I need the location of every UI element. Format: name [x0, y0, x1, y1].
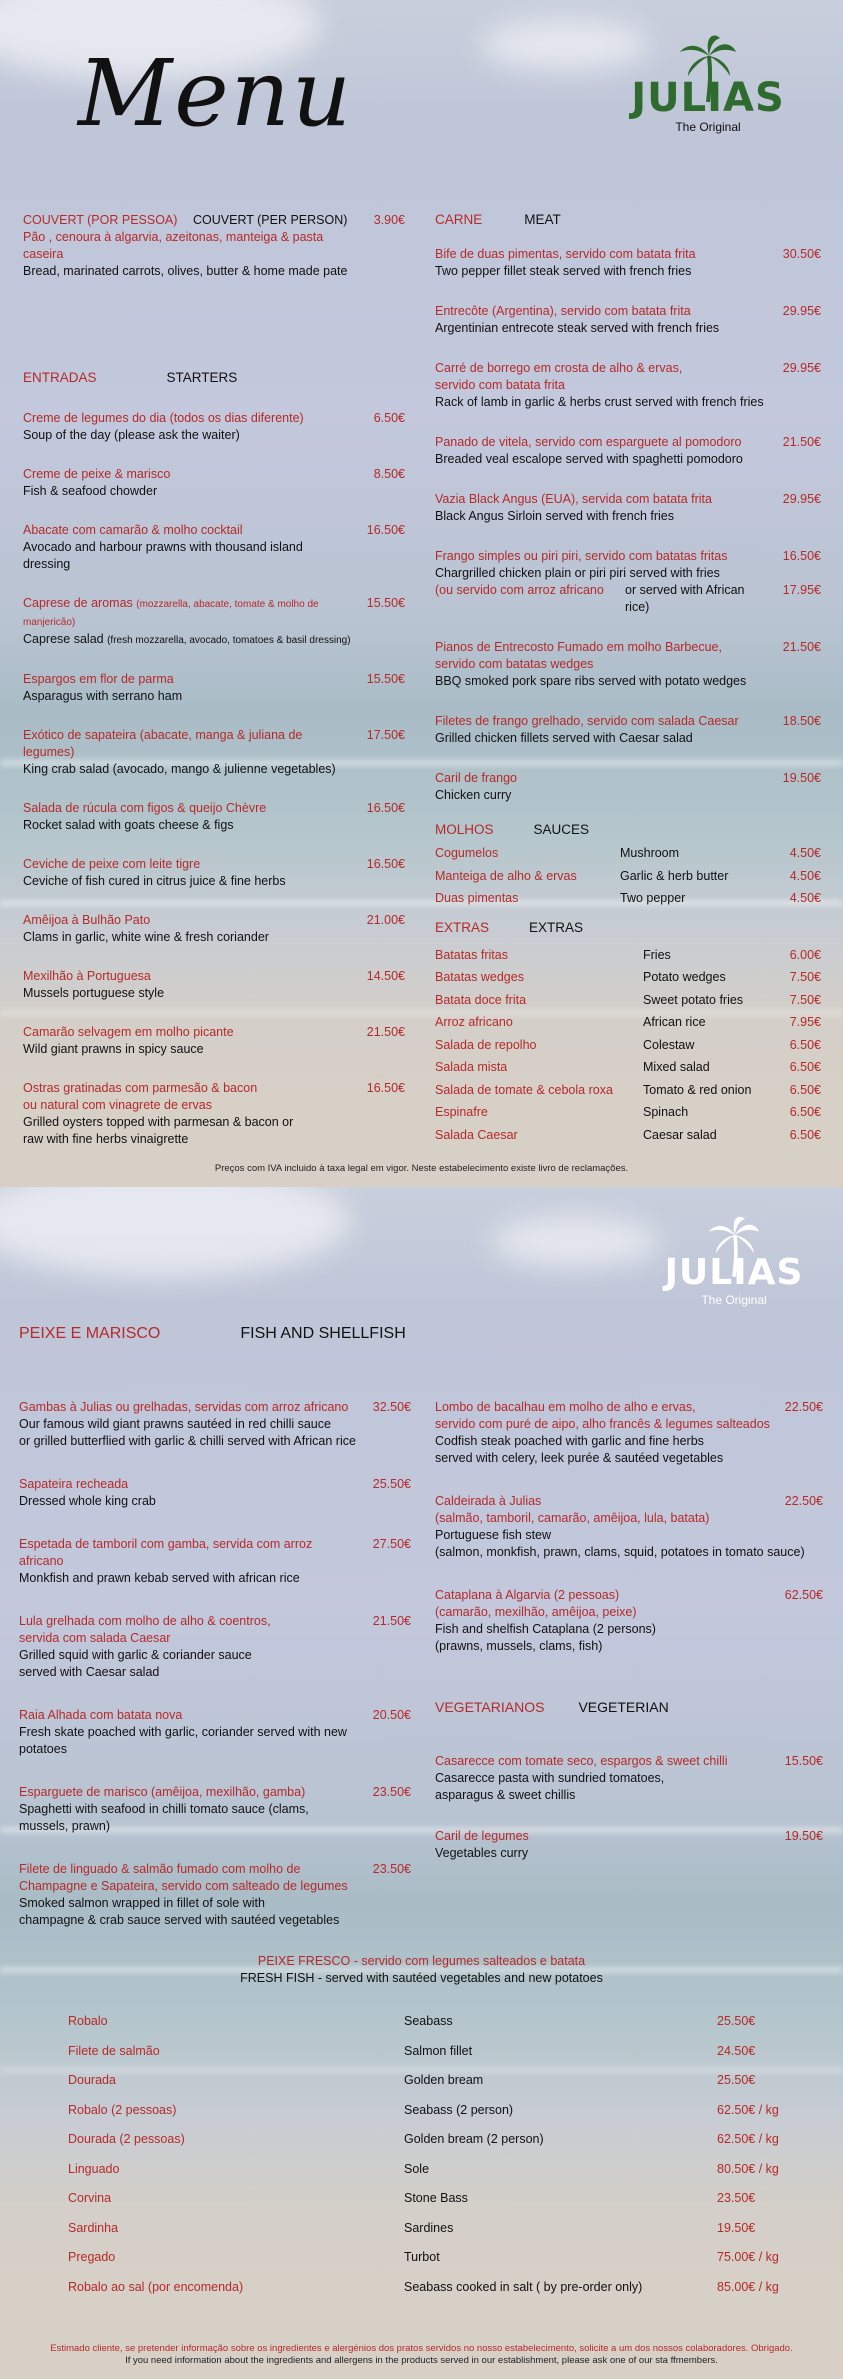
item-price: 27.50€: [372, 1537, 411, 1551]
item-price-alt: 17.95€: [782, 583, 821, 597]
julias-logo: [664, 1215, 804, 1307]
item-name-en-line2: (prawns, mussels, clams, fish): [435, 1639, 603, 1653]
item-name-pt-line2: servido com batatas wedges: [435, 657, 594, 671]
menu-item: [435, 1493, 823, 1561]
item-name-en: BBQ smoked pork spare ribs served with potato wedges: [435, 674, 747, 688]
fish-right-column: [435, 1399, 823, 1862]
extra-pt: Batatas fritas: [435, 947, 508, 962]
item-name-en-line2: raw with fine herbs vinaigrette: [23, 1132, 189, 1146]
fish-heading: [19, 1325, 406, 1345]
allergen-footnote-pt: Estimado cliente, se pretender informação sobre os ingredientes e alergénios dos pratos servidos no nosso estabelecimento, solicite a um dos nossos colaboradores. Obrigado.: [50, 2343, 793, 2354]
item-name-en-line2: served with celery, leek purée & sautéed vegetables: [435, 1451, 724, 1465]
vat-footnote: Preços com IVA incluido à taxa legal em vigor. Neste estabelecimento existe livro de reclamações.: [214, 1163, 629, 1174]
item-name-pt: Abacate com camarão & molho cocktail: [23, 523, 243, 537]
item-name-en-line2: or grilled butterflied with garlic & chilli served with African rice: [19, 1434, 356, 1448]
meat-pt-heading: CARNE: [435, 212, 483, 227]
couvert-en: Bread, marinated carrots, olives, butter & home made pate: [23, 264, 348, 278]
fish-left-column: [19, 1399, 411, 1929]
item-name-pt: Filete de linguado & salmão fumado com molho de: [19, 1862, 301, 1876]
item-alt-line: [435, 582, 821, 616]
item-name-en-line2: asparagus & sweet chillis: [435, 1788, 576, 1802]
allergen-footnote: [0, 2343, 843, 2367]
item-name-en: Asparagus with serrano ham: [23, 689, 183, 703]
item-name-en-line2: served with Caesar salad: [19, 1665, 160, 1679]
extra-price: 6.50€: [789, 1105, 821, 1119]
menu-item: [435, 639, 821, 690]
menu-item: [23, 1080, 405, 1148]
extra-pt: Salada de repolho: [435, 1037, 537, 1052]
menu-item: [19, 1476, 411, 1510]
item-name-pt-line2: (salmão, tamboril, camarão, amêijoa, lula, batata): [435, 1511, 710, 1525]
item-name-pt-line2: ou natural com vinagrete de ervas: [23, 1098, 212, 1112]
couvert-pt: Pão , cenoura à algarvia, azeitonas, manteiga & pasta caseira: [23, 230, 324, 261]
item-name-en: Argentinian entrecote steak served with french fries: [435, 321, 720, 335]
sauces-en-heading: SAUCES: [533, 822, 590, 837]
extras-pt-heading: EXTRAS: [435, 919, 490, 935]
item-name-en: Smoked salmon wrapped in fillet of sole with: [19, 1896, 265, 1910]
extra-en: Mixed salad: [643, 1060, 710, 1074]
fish-row: [68, 2214, 788, 2244]
item-price: 16.50€: [366, 523, 405, 537]
menu-item: [19, 1399, 411, 1450]
item-name-en: Wild giant prawns in spicy sauce: [23, 1042, 204, 1056]
fish-price: 85.00€ / kg: [717, 2279, 779, 2294]
menu-item: [23, 466, 405, 500]
item-price: 20.50€: [372, 1708, 411, 1722]
extra-pt: Salada de tomate & cebola roxa: [435, 1082, 613, 1097]
menu-item: [435, 434, 821, 468]
item-name-pt-line2: (camarão, mexilhão, amêijoa, peixe): [435, 1605, 637, 1619]
sauce-price: 4.50€: [789, 891, 821, 905]
sauce-price: 4.50€: [789, 868, 821, 883]
item-price: 16.50€: [366, 1081, 405, 1095]
item-name-en: Grilled squid with garlic & coriander sauce: [19, 1648, 252, 1662]
extra-price: 7.95€: [789, 1015, 821, 1029]
fish-pt: Pregado: [68, 2250, 116, 2264]
fish-row: [68, 2066, 788, 2096]
fish-en: Golden bream (2 person): [404, 2132, 544, 2146]
item-name-en: Breaded veal escalope served with spaghetti pomodoro: [435, 452, 743, 466]
extra-price: 7.50€: [789, 992, 821, 1007]
extra-row: [435, 1124, 821, 1147]
item-name-pt: Filetes de frango grelhado, servido com salada Caesar: [435, 714, 739, 728]
fresh-fish-en-heading: FRESH FISH - served with sautéed vegetables and new potatoes: [240, 1971, 603, 1985]
item-price: 15.50€: [366, 672, 405, 686]
item-price: 6.50€: [373, 411, 405, 425]
extra-row: [435, 989, 821, 1012]
sauce-en: Garlic & herb butter: [620, 868, 729, 883]
item-name-en: Casarecce pasta with sundried tomatoes,: [435, 1771, 665, 1785]
item-price: 19.50€: [784, 1829, 823, 1843]
extra-en: Tomato & red onion: [643, 1082, 752, 1097]
item-price: 21.50€: [782, 435, 821, 449]
logo-wordmark: JULIAS: [664, 1252, 804, 1293]
extra-row: [435, 1011, 821, 1034]
item-price: 32.50€: [372, 1400, 411, 1414]
item-price: 29.95€: [782, 361, 821, 375]
item-name-pt: Gambas à Julias ou grelhadas, servidas com arroz africano: [19, 1400, 349, 1414]
item-price: 21.00€: [366, 913, 405, 927]
item-alt-en: or served with African rice): [625, 583, 745, 614]
menu-item: [19, 1861, 411, 1929]
item-name-pt: Creme de legumes do dia (todos os dias diferente): [23, 411, 304, 425]
meat-list: [435, 246, 821, 804]
fish-price: 75.00€ / kg: [717, 2250, 779, 2264]
extra-price: 6.00€: [789, 947, 821, 962]
extra-price: 7.50€: [789, 970, 821, 984]
left-column: [23, 212, 405, 1148]
sauce-row: [435, 865, 821, 888]
extra-en: Spinach: [643, 1105, 689, 1119]
menu-item: [23, 671, 405, 705]
item-name-pt-line2: servida com salada Caesar: [19, 1631, 171, 1645]
item-price: 62.50€: [784, 1588, 823, 1602]
item-name-en: Codfish steak poached with garlic and fine herbs: [435, 1434, 704, 1448]
menu-item: [19, 1613, 411, 1681]
extra-pt: Arroz africano: [435, 1015, 513, 1029]
item-name-pt: Creme de peixe & marisco: [23, 467, 171, 481]
extra-en: Potato wedges: [643, 970, 726, 984]
item-price: 21.50€: [372, 1614, 411, 1628]
menu-page-2: [0, 1187, 843, 2379]
item-name-pt: Bife de duas pimentas, servido com batata frita: [435, 247, 696, 261]
item-price: 23.50€: [372, 1862, 411, 1876]
sauces-pt-heading: MOLHOS: [435, 822, 494, 837]
fish-price: 80.50€ / kg: [717, 2161, 779, 2176]
item-name-pt: Caril de frango: [435, 771, 517, 785]
item-price: 15.50€: [784, 1754, 823, 1768]
menu-item: [435, 1828, 823, 1862]
fish-pt: Corvina: [68, 2191, 112, 2205]
menu-item: [435, 1587, 823, 1655]
item-name-en: Grilled oysters topped with parmesan & bacon or: [23, 1115, 294, 1129]
item-name-pt-line2: Champagne e Sapateira, servido com salteado de legumes: [19, 1879, 348, 1893]
extras-list: [435, 944, 821, 1147]
meat-en-heading: MEAT: [524, 212, 561, 227]
extra-price: 6.50€: [789, 1127, 821, 1142]
item-name-pt: Pianos de Entrecosto Fumado em molho Barbecue,: [435, 640, 722, 654]
item-name-en: Monkfish and prawn kebab served with african rice: [19, 1571, 300, 1585]
item-name-en-main: Caprese salad: [23, 632, 104, 646]
fish-price: 23.50€: [717, 2191, 756, 2205]
fish-pt-heading: PEIXE E MARISCO: [19, 1325, 161, 1342]
item-name-pt: Casarecce com tomate seco, espargos & sweet chilli: [435, 1754, 728, 1768]
item-price: 29.95€: [782, 304, 821, 318]
fish-pt: Robalo ao sal (por encomenda): [68, 2279, 244, 2294]
item-name-en: Clams in garlic, white wine & fresh coriander: [23, 930, 269, 944]
item-name-pt: Frango simples ou piri piri, servido com batatas fritas: [435, 549, 728, 563]
extra-row: [435, 1056, 821, 1079]
item-price: 23.50€: [372, 1785, 411, 1799]
menu-item: [23, 800, 405, 834]
right-column: [435, 212, 821, 1146]
extra-en: Colestaw: [643, 1037, 695, 1052]
fish-row: [68, 2273, 788, 2303]
fish-pt: Sardinha: [68, 2220, 119, 2235]
menu-item: [435, 1753, 823, 1804]
vegetarian-en-heading: VEGETERIAN: [578, 1699, 669, 1715]
item-name-pt: Caldeirada à Julias: [435, 1494, 542, 1508]
couvert-pt-heading: COUVERT (POR PESSOA): [23, 213, 178, 227]
fish-en: Seabass: [404, 2014, 453, 2028]
item-price: 22.50€: [784, 1494, 823, 1508]
fish-pt: Dourada: [68, 2073, 116, 2087]
fish-en: Golden bream: [404, 2073, 484, 2087]
item-name-pt: Espargos em flor de parma: [23, 672, 174, 686]
item-name-en: Rack of lamb in garlic & herbs crust served with french fries: [435, 395, 764, 409]
menu-item: [23, 968, 405, 1002]
fish-en: Sole: [404, 2161, 430, 2176]
extra-row: [435, 1101, 821, 1124]
extras-heading: [435, 920, 821, 940]
item-name-pt: Panado de vitela, servido com esparguete al pomodoro: [435, 435, 742, 449]
menu-item: [435, 1399, 823, 1467]
fish-pt: Filete de salmão: [68, 2043, 160, 2058]
menu-item: [23, 410, 405, 444]
extra-pt: Batatas wedges: [435, 970, 524, 984]
item-price: 17.50€: [366, 728, 405, 742]
item-price: 15.50€: [366, 596, 405, 610]
item-name-pt: Ceviche de peixe com leite tigre: [23, 857, 201, 871]
extra-pt: Salada mista: [435, 1060, 508, 1074]
fish-pt: Robalo: [68, 2014, 108, 2028]
item-name-pt-main: Caprese de aromas: [23, 596, 133, 610]
menu-item: [435, 246, 821, 280]
menu-item: [23, 595, 405, 649]
extra-en: Caesar salad: [643, 1127, 717, 1142]
item-name-pt: Camarão selvagem em molho picante: [23, 1025, 234, 1039]
item-price: 16.50€: [782, 549, 821, 563]
sauce-en: Two pepper: [620, 891, 686, 905]
extra-price: 6.50€: [789, 1037, 821, 1052]
item-price: 18.50€: [782, 714, 821, 728]
vegetarian-list: [435, 1753, 823, 1862]
item-name-pt: Ostras gratinadas com parmesão & bacon: [23, 1081, 258, 1095]
fish-en: Salmon fillet: [404, 2043, 473, 2058]
item-price: 21.50€: [782, 640, 821, 654]
starters-list: [23, 410, 405, 1148]
item-name-en: Mussels portuguese style: [23, 986, 165, 1000]
item-name-pt: Carré de borrego em crosta de alho & ervas,: [435, 361, 683, 375]
fish-price: 24.50€: [717, 2043, 756, 2058]
item-name-en: Two pepper fillet steak served with french fries: [435, 264, 692, 278]
couvert-section: [23, 212, 405, 280]
starters-heading: [23, 370, 405, 390]
item-price: 19.50€: [782, 771, 821, 785]
logo-wordmark: JULIAS: [631, 75, 785, 121]
logo-tagline: The Original: [701, 1293, 767, 1307]
menu-item: [435, 770, 821, 804]
item-name-pt: Entrecôte (Argentina), servido com batata frita: [435, 304, 691, 318]
fish-pt: Robalo (2 pessoas): [68, 2102, 177, 2117]
fish-price: 19.50€: [717, 2220, 756, 2235]
item-price: 30.50€: [782, 247, 821, 261]
fish-row: [68, 2184, 788, 2214]
item-price: 14.50€: [366, 969, 405, 983]
item-price: 21.50€: [366, 1025, 405, 1039]
item-name-en: Black Angus Sirloin served with french fries: [435, 509, 674, 523]
item-name-en: Rocket salad with goats cheese & figs: [23, 818, 234, 832]
menu-item: [23, 912, 405, 946]
sauce-price: 4.50€: [789, 846, 821, 860]
fish-row: [68, 2243, 788, 2273]
fish-en: Seabass (2 person): [404, 2102, 514, 2117]
item-name-pt: [23, 595, 405, 631]
item-name-pt: Lombo de bacalhau em molho de alho e ervas,: [435, 1400, 696, 1414]
menu-item: [23, 1024, 405, 1058]
sauce-pt: Duas pimentas: [435, 891, 519, 905]
fish-price: 62.50€ / kg: [717, 2132, 779, 2146]
fish-row: [68, 2125, 788, 2155]
item-name-en: Avocado and harbour prawns with thousand island dressing: [23, 540, 303, 571]
fish-price: 25.50€: [717, 2014, 756, 2028]
item-name-en: Fresh skate poached with garlic, coriander served with new potatoes: [19, 1725, 347, 1756]
fish-en: Seabass cooked in salt ( by pre-order only): [404, 2279, 643, 2294]
menu-title: Menu: [78, 40, 354, 147]
fish-pt: Dourada (2 pessoas): [68, 2132, 185, 2146]
item-name-en: Grilled chicken fillets served with Caesar salad: [435, 731, 693, 745]
item-price: 25.50€: [372, 1477, 411, 1491]
extra-en: Fries: [643, 947, 671, 962]
extra-pt: Batata doce frita: [435, 992, 527, 1007]
item-alt-pt: (ou servido com arroz africano: [435, 583, 604, 597]
fish-row: [68, 2096, 788, 2126]
item-price: 22.50€: [784, 1400, 823, 1414]
sauce-row: [435, 887, 821, 910]
menu-item: [435, 713, 821, 747]
item-price: 16.50€: [366, 801, 405, 815]
item-name-en: Portuguese fish stew: [435, 1528, 552, 1542]
couvert-price: 3.90€: [373, 213, 405, 227]
allergen-footnote-en: If you need information about the ingredients and allergens in the products served in our establishment, please ask one of our sta ffmembers.: [125, 2355, 718, 2366]
item-name-pt: Amêijoa à Bulhão Pato: [23, 913, 151, 927]
fish-en: Turbot: [404, 2250, 440, 2264]
fish-en: Sardines: [404, 2220, 454, 2235]
sauce-pt: Manteiga de alho & ervas: [435, 868, 577, 883]
extra-pt: Espinafre: [435, 1105, 488, 1119]
fish-row: [68, 2007, 788, 2037]
menu-item: [19, 1707, 411, 1758]
sauce-row: [435, 842, 821, 865]
item-name-en: Chargrilled chicken plain or piri piri served with fries: [435, 566, 720, 580]
meat-heading: [435, 212, 821, 232]
menu-item: [435, 303, 821, 337]
menu-item: [435, 491, 821, 525]
extra-pt: Salada Caesar: [435, 1127, 518, 1142]
item-name-en-detail: (fresh mozzarella, avocado, tomatoes & basil dressing): [107, 635, 351, 646]
extra-row: [435, 1079, 821, 1102]
extra-price: 6.50€: [789, 1082, 821, 1097]
item-name-en: Fish and shelfish Cataplana (2 persons): [435, 1622, 656, 1636]
fresh-fish-pt-heading: PEIXE FRESCO - servido com legumes salteados e batata: [257, 1954, 586, 1968]
fish-row: [68, 2155, 788, 2185]
menu-item: [23, 727, 405, 778]
sauces-heading: [435, 822, 821, 842]
extra-row: [435, 944, 821, 967]
extra-price: 6.50€: [789, 1060, 821, 1074]
menu-page-1: [0, 0, 843, 1187]
fish-price: 25.50€: [717, 2073, 756, 2087]
item-name-en: King crab salad (avocado, mango & julienne vegetables): [23, 762, 336, 776]
menu-item: [23, 856, 405, 890]
item-name-en: Spaghetti with seafood in chilli tomato sauce (clams, mussels, prawn): [19, 1802, 309, 1833]
item-name-pt: Caril de legumes: [435, 1829, 529, 1843]
vegetarian-heading: [435, 1699, 823, 1719]
fish-pt: Linguado: [68, 2161, 120, 2176]
item-name-pt-detail: (mozzarella, abacate, tomate & molho de manjericão): [23, 599, 319, 628]
item-name-pt: Salada de rúcula com figos & queijo Chèvre: [23, 801, 267, 815]
sauce-en: Mushroom: [620, 846, 680, 860]
item-price: 16.50€: [366, 857, 405, 871]
extra-en: African rice: [643, 1015, 706, 1029]
item-name-en: Dressed whole king crab: [19, 1494, 156, 1508]
extra-row: [435, 1034, 821, 1057]
item-price: 8.50€: [373, 467, 405, 481]
sauces-list: [435, 842, 821, 910]
menu-item: [19, 1784, 411, 1835]
item-name-pt: Sapateira recheada: [19, 1477, 129, 1491]
item-name-en-line2: champagne & crab sauce served with sautéed vegetables: [19, 1913, 340, 1927]
starters-pt-heading: ENTRADAS: [23, 370, 97, 385]
item-name-pt: Lula grelhada com molho de alho & coentros,: [19, 1614, 271, 1628]
item-price: 29.95€: [782, 492, 821, 506]
item-name-en-line2: (salmon, monkfish, prawn, clams, squid, potatoes in tomato sauce): [435, 1545, 805, 1559]
item-name-pt: Mexilhão à Portuguesa: [23, 969, 151, 983]
menu-item: [23, 522, 405, 573]
item-name-pt-line2: servido com batata frita: [435, 378, 565, 392]
logo-tagline: The Original: [675, 120, 741, 134]
item-name-en: [23, 631, 405, 649]
fresh-fish-heading: [0, 1953, 843, 1987]
extra-row: [435, 966, 821, 989]
fresh-fish-list: [68, 2007, 788, 2302]
item-name-en: Vegetables curry: [435, 1846, 529, 1860]
sauce-pt: Cogumelos: [435, 846, 499, 860]
fish-en-heading: FISH AND SHELLFISH: [240, 1325, 406, 1342]
julias-logo: [628, 34, 788, 134]
vegetarian-pt-heading: VEGETARIANOS: [435, 1699, 545, 1715]
item-name-en: Soup of the day (please ask the waiter): [23, 428, 240, 442]
item-name-pt: Raia Alhada com batata nova: [19, 1708, 183, 1722]
item-name-pt: Vazia Black Angus (EUA), servida com batata frita: [435, 492, 712, 506]
item-name-en: Chicken curry: [435, 788, 512, 802]
extras-en-heading: EXTRAS: [529, 919, 584, 935]
menu-item: [435, 360, 821, 411]
fish-price: 62.50€ / kg: [717, 2102, 779, 2117]
fish-en: Stone Bass: [404, 2191, 468, 2205]
item-name-pt: Espetada de tamboril com gamba, servida com arroz africano: [19, 1537, 313, 1568]
item-name-pt: Cataplana à Algarvia (2 pessoas): [435, 1588, 620, 1602]
cloud: [480, 20, 650, 70]
fish-row: [68, 2037, 788, 2067]
couvert-en-heading: COUVERT (PER PERSON): [193, 213, 348, 227]
item-name-pt-line2: servido com puré de aipo, alho francês & legumes salteados: [435, 1417, 770, 1431]
item-name-pt: Esparguete de marisco (amêijoa, mexilhão, gamba): [19, 1785, 306, 1799]
extra-en: Sweet potato fries: [643, 992, 744, 1007]
item-name-en: Our famous wild giant prawns sautéed in red chilli sauce: [19, 1417, 331, 1431]
cloud: [490, 1217, 660, 1267]
item-name-en: Ceviche of fish cured in citrus juice & fine herbs: [23, 874, 286, 888]
starters-en-heading: STARTERS: [166, 370, 238, 385]
menu-item: [435, 548, 821, 616]
menu-item: [19, 1536, 411, 1587]
item-name-pt: Exótico de sapateira (abacate, manga & juliana de legumes): [23, 728, 303, 759]
item-name-en: Fish & seafood chowder: [23, 484, 158, 498]
